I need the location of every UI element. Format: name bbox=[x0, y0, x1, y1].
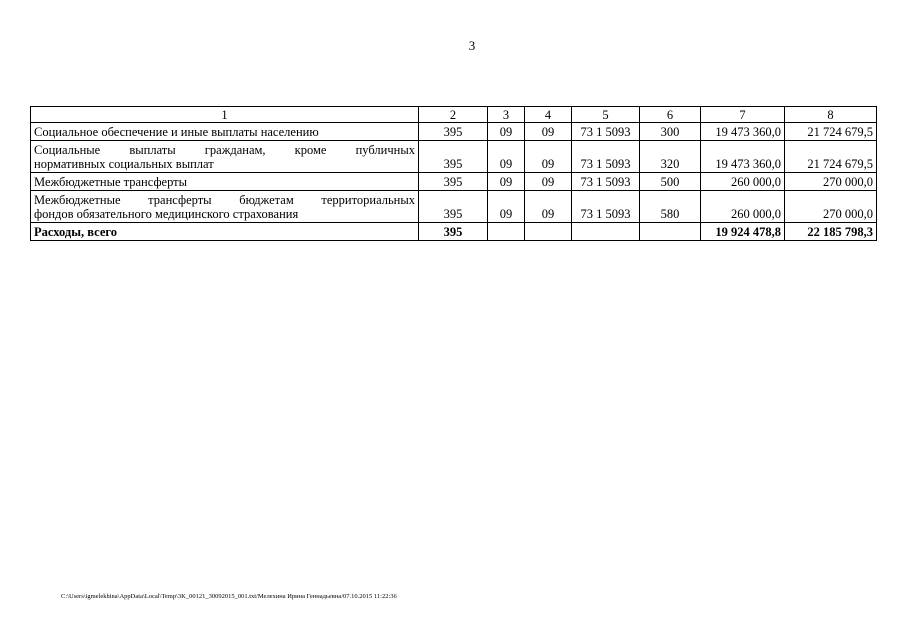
total-empty-cell bbox=[488, 223, 525, 241]
total-amount-1: 19 924 478,8 bbox=[701, 223, 785, 241]
cell-subsection: 09 bbox=[525, 191, 572, 223]
row-name: Социальное обеспечение и иные выплаты населению bbox=[31, 123, 419, 141]
header-cell-1: 1 bbox=[31, 107, 419, 123]
cell-section: 09 bbox=[488, 141, 525, 173]
cell-target-article: 73 1 5093 bbox=[572, 123, 640, 141]
total-empty-cell bbox=[572, 223, 640, 241]
budget-table bbox=[30, 106, 877, 241]
cell-amount-1: 19 473 360,0 bbox=[701, 123, 785, 141]
cell-admin-code: 395 bbox=[419, 123, 488, 141]
row-name-line: Межбюджетные трансферты бюджетам территориальных bbox=[34, 193, 415, 207]
cell-amount-1: 260 000,0 bbox=[701, 173, 785, 191]
footer-file-path: C:\Users\igmelekhina\AppData\Local\Temp\3K_00121_30092015_001.txt/Мелехина Ирина Геннадьевна/07.10.2015 11:22:36 bbox=[61, 593, 397, 600]
row-name bbox=[31, 191, 419, 223]
header-cell-2: 2 bbox=[419, 107, 488, 123]
cell-expense-type: 500 bbox=[640, 173, 701, 191]
table-row bbox=[31, 141, 877, 173]
total-label: Расходы, всего bbox=[31, 223, 419, 241]
row-name-line: нормативных социальных выплат bbox=[34, 157, 214, 171]
header-cell-5: 5 bbox=[572, 107, 640, 123]
total-amount-2: 22 185 798,3 bbox=[785, 223, 877, 241]
cell-section: 09 bbox=[488, 173, 525, 191]
table-header-row bbox=[31, 107, 877, 123]
cell-subsection: 09 bbox=[525, 141, 572, 173]
cell-amount-1: 19 473 360,0 bbox=[701, 141, 785, 173]
cell-admin-code: 395 bbox=[419, 173, 488, 191]
cell-amount-2: 270 000,0 bbox=[785, 173, 877, 191]
header-cell-7: 7 bbox=[701, 107, 785, 123]
total-empty-cell bbox=[640, 223, 701, 241]
table-row bbox=[31, 173, 877, 191]
total-admin-code: 395 bbox=[419, 223, 488, 241]
page-number: 3 bbox=[468, 38, 476, 53]
cell-admin-code: 395 bbox=[419, 141, 488, 173]
header-cell-6: 6 bbox=[640, 107, 701, 123]
table-row bbox=[31, 191, 877, 223]
cell-target-article: 73 1 5093 bbox=[572, 173, 640, 191]
cell-admin-code: 395 bbox=[419, 191, 488, 223]
header-cell-4: 4 bbox=[525, 107, 572, 123]
row-name: Межбюджетные трансферты bbox=[31, 173, 419, 191]
cell-expense-type: 320 bbox=[640, 141, 701, 173]
table-row bbox=[31, 123, 877, 141]
cell-subsection: 09 bbox=[525, 123, 572, 141]
total-row bbox=[31, 223, 877, 241]
cell-subsection: 09 bbox=[525, 173, 572, 191]
cell-target-article: 73 1 5093 bbox=[572, 191, 640, 223]
row-name-line: фондов обязательного медицинского страхования bbox=[34, 207, 299, 221]
cell-expense-type: 580 bbox=[640, 191, 701, 223]
total-empty-cell bbox=[525, 223, 572, 241]
cell-amount-2: 21 724 679,5 bbox=[785, 141, 877, 173]
cell-expense-type: 300 bbox=[640, 123, 701, 141]
cell-amount-1: 260 000,0 bbox=[701, 191, 785, 223]
cell-section: 09 bbox=[488, 191, 525, 223]
cell-section: 09 bbox=[488, 123, 525, 141]
cell-amount-2: 270 000,0 bbox=[785, 191, 877, 223]
cell-amount-2: 21 724 679,5 bbox=[785, 123, 877, 141]
header-cell-8: 8 bbox=[785, 107, 877, 123]
header-cell-3: 3 bbox=[488, 107, 525, 123]
row-name bbox=[31, 141, 419, 173]
cell-target-article: 73 1 5093 bbox=[572, 141, 640, 173]
row-name-line: Социальные выплаты гражданам, кроме публичных bbox=[34, 143, 415, 157]
